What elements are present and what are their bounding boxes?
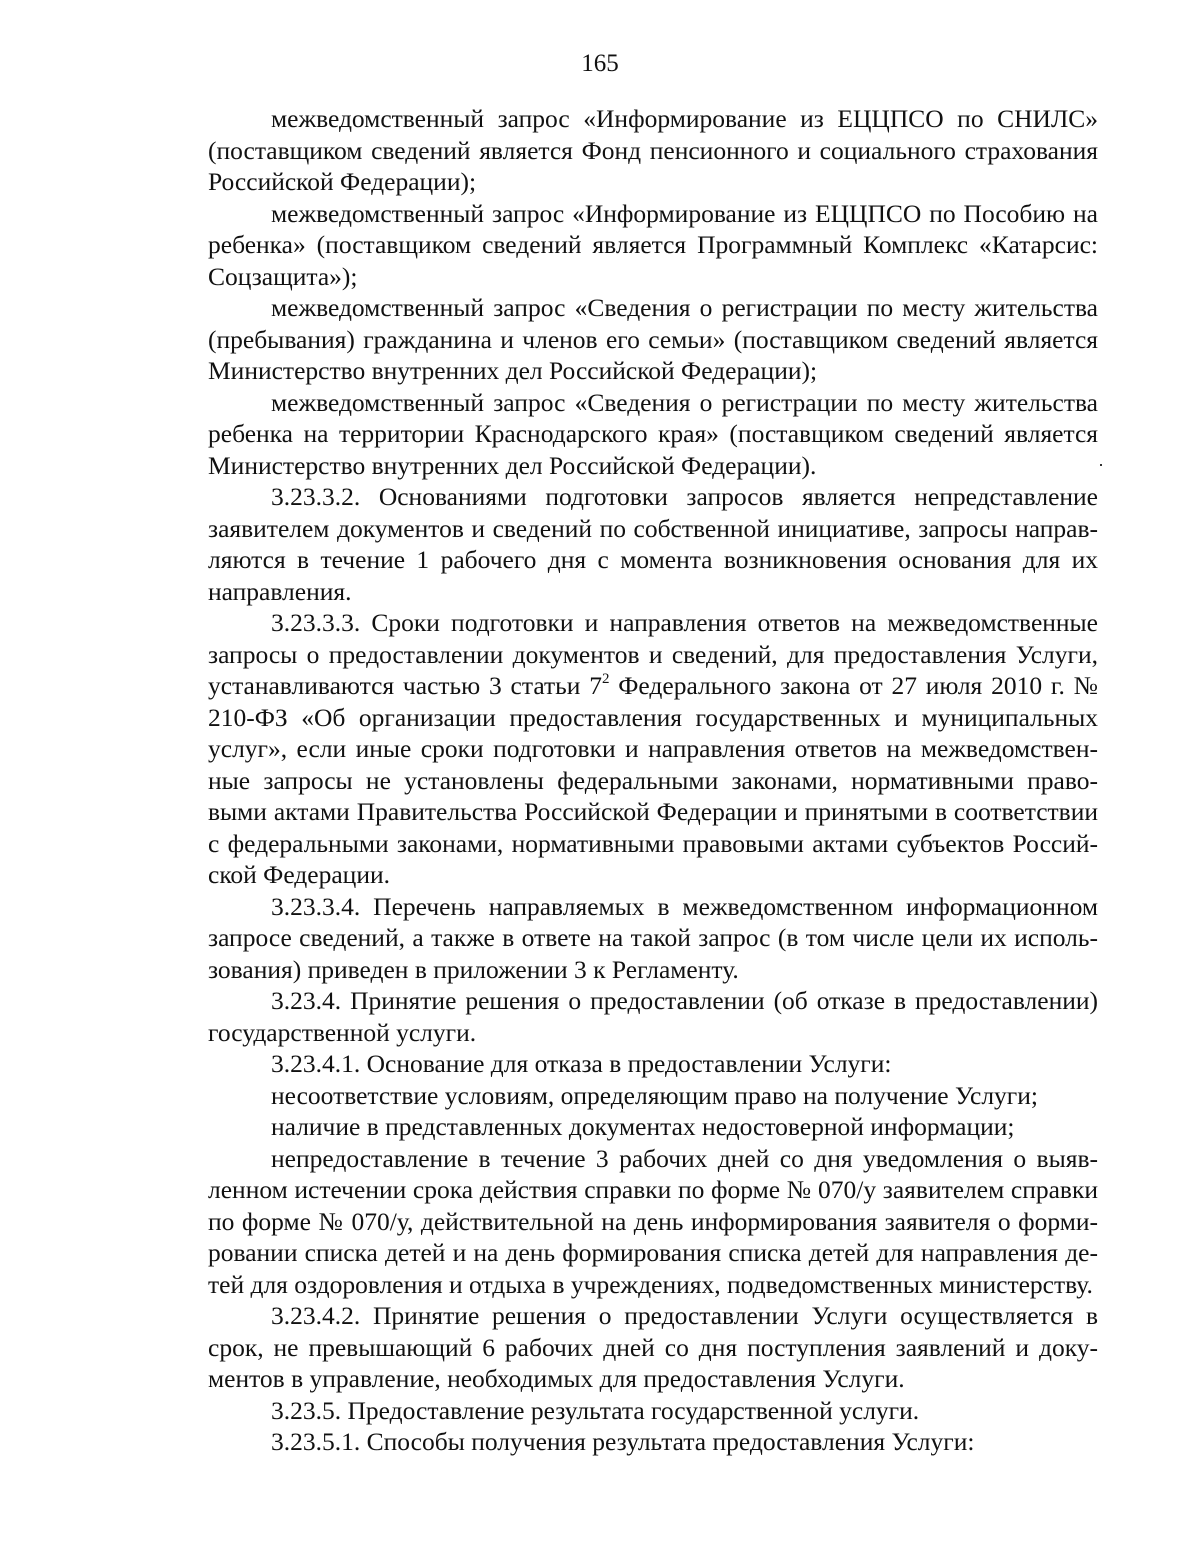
paragraph-request-child-benefit: межведомственный запрос «Информирование из ЕЦЦПСО по Пособию на ребенка» (поставщиком сведений является Программный Комплекс «Катарсис: Соцзащита»); <box>208 198 1098 291</box>
paragraph-3-23-3-2: 3.23.3.2. Основаниями подготовки запросов является непредставление заявителем документов и сведений по собственной инициативе, запросы направляются в течение 1 рабочего дня с момента возникновения основания для их направления. <box>208 482 1098 606</box>
paragraph-request-child-registration: межведомственный запрос «Сведения о регистрации по месту жительства ребенка на территории Краснодарского края» (поставщиком сведений является Министерство внутренних дел Российской Федерации). <box>208 387 1098 480</box>
paragraph-3-23-3-3-text-start: 3.23.3.3. Сроки подготовки и направления ответов на межведомственные запросы о предоставлении документов и сведений, для предоставления Услуги, устанавливаются частью 3 статьи 7 <box>208 608 1098 700</box>
paragraph-3-23-4-2: 3.23.4.2. Принятие решения о предоставлении Услуги осуществляется в срок, не превышающий 6 рабочих дней со дня поступления заявлений и документов в управление, необходимых для предоставления Услуги. <box>208 1301 1098 1393</box>
list-item-refusal-certificate: непредоставление в течение 3 рабочих дней со дня уведомления о выявленном истечении срока действия справки по форме № 070/у заявителем справки по форме № 070/у, действительной на день информирования заявителя о формировании списка детей и на день формирования списка детей для направления детей для оздоровления и отдыха в учреждениях, подведомственных министерству. <box>208 1143 1098 1299</box>
superscript-mark: 2 <box>601 670 610 687</box>
paragraph-3-23-3-4: 3.23.3.4. Перечень направляемых в межведомственном информационном запросе сведений, а также в ответе на такой запрос (в том числе цели их использования) приведен в приложении 3 к Регламенту. <box>208 891 1098 984</box>
paragraph-3-23-4-1: 3.23.4.1. Основание для отказа в предоставлении Услуги: <box>271 1049 892 1078</box>
paragraph-3-23-3-3-text-end: Федерального закона от 27 июля 2010 г. № 210-ФЗ «Об организации предоставления государственных и муниципальных услуг», если иные сроки подготовки и направления ответов на межведомственные запросы не установлены федеральными законами, нормативными правовыми актами Правительства Российской Федерации и принятыми в соответствии с федеральными законами, нормативными правовыми актами субъектов Российской Федерации. <box>208 671 1098 889</box>
paragraph-request-family-registration: межведомственный запрос «Сведения о регистрации по месту жительства (пребывания) гражданина и членов его семьи» (поставщиком сведений является Министерство внутренних дел Российской Федерации); <box>208 293 1098 385</box>
paragraph-3-23-5-1: 3.23.5.1. Способы получения результата предоставления Услуги: <box>271 1427 975 1456</box>
paragraph-3-23-4: 3.23.4. Принятие решения о предоставлении (об отказе в предоставлении) государственной услуги. <box>208 986 1098 1047</box>
list-item-refusal-condition: несоответствие условиям, определяющим право на получение Услуги; <box>271 1080 1038 1110</box>
document-body <box>208 103 1098 1458</box>
paragraph-3-23-3-3 <box>208 607 1098 891</box>
page-number: 165 <box>581 50 619 77</box>
paragraph-request-snils: межведомственный запрос «Информирование из ЕЦЦПСО по СНИЛС» (поставщиком сведений является Фонд пенсионного и социального страхования Российской Федерации); <box>208 104 1098 196</box>
paragraph-3-23-5: 3.23.5. Предоставление результата государственной услуги. <box>271 1395 920 1425</box>
list-item-refusal-false-info: наличие в представленных документах недостоверной информации; <box>271 1112 1015 1141</box>
scan-dot-mark <box>1100 464 1102 466</box>
